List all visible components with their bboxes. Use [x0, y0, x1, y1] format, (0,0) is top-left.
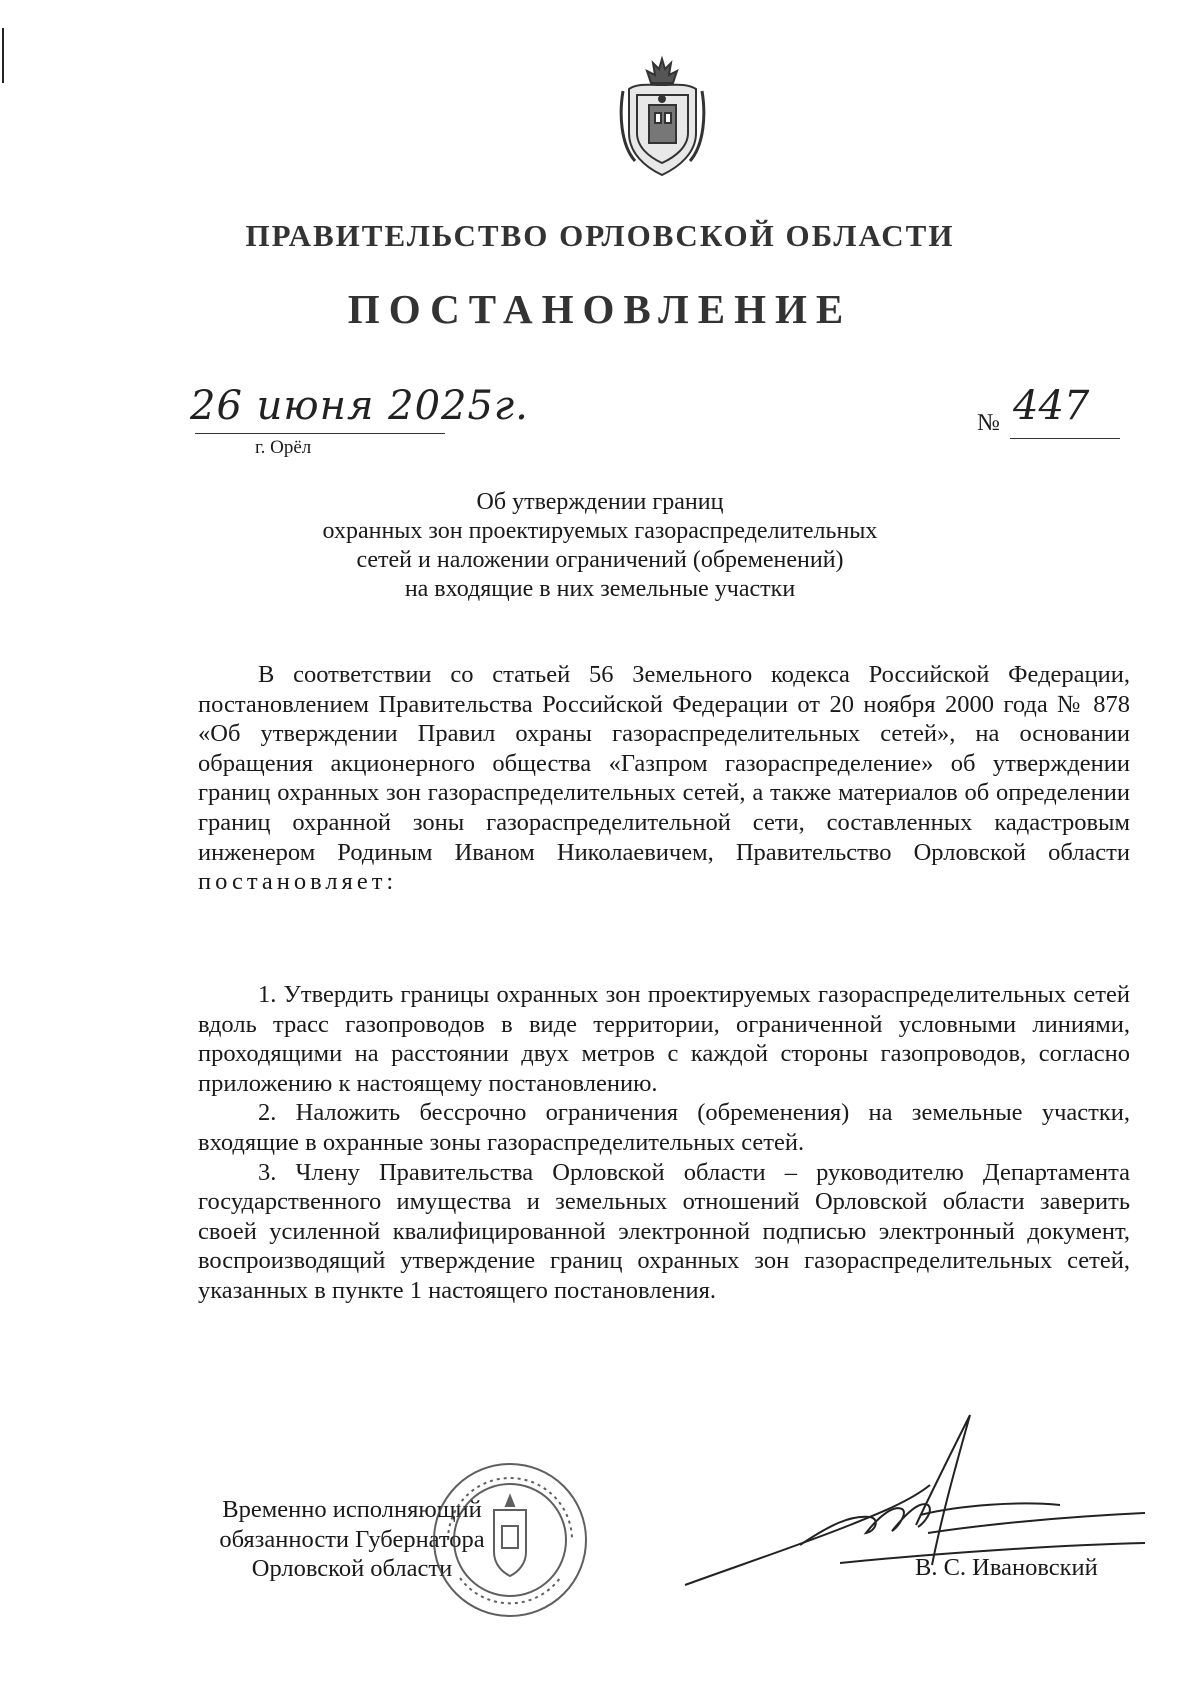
date-underline [195, 433, 445, 434]
decree-word: постановляет: [198, 868, 398, 896]
subject-line: сетей и наложении ограничений (обременений) [356, 547, 844, 573]
handwritten-date: 26 июня 2025г. [190, 383, 529, 429]
preamble-body: В соответствии со статьей 56 Земельного кодекса Российской Федерации, постановлением Правительства Российской Федерации от 20 ноября 2000 года № 878 «Об утверждении Правил охраны газораспределительных сетей», на основании обращения акционерного общества «Газпром газораспределение» об утверждении границ охранных зон газораспределительных сетей, а также материалов об определении границ охранной зоны газораспределительной сети, составленных кадастровым инженером Родиным Иваном Николаевичем, Правительство Орловской области [198, 661, 1130, 866]
scan-edge-mark [2, 28, 4, 83]
organization-title: ПРАВИТЕЛЬСТВО ОРЛОВСКОЙ ОБЛАСТИ [245, 218, 955, 253]
signer-position-line: Временно исполняющий [222, 1496, 482, 1523]
subject-line: Об утверждении границ [476, 489, 724, 515]
subject-line: охранных зон проектируемых газораспределительных [322, 518, 878, 544]
city-label: г. Орёл [255, 437, 312, 458]
signer-position-line: Орловской области [251, 1555, 453, 1583]
official-seal-icon [430, 1460, 590, 1620]
signer-position-line: обязанности Губернатора [219, 1525, 485, 1553]
subject-line: на входящие в них земельные участки [404, 576, 796, 602]
decree-item: 2. Наложить бессрочно ограничения (обременения) на земельные участки, входящие в охранные зоны газораспределительных сетей. [198, 1099, 1130, 1156]
handwritten-number: 447 [1013, 383, 1090, 429]
decree-items [198, 980, 1130, 1306]
document-subject [0, 488, 1200, 604]
decree-item: 1. Утвердить границы охранных зон проектируемых газораспределительных сетей вдоль трасс газопроводов в виде территории, ограниченной условными линиями, проходящими на расстоянии двух метров с каждой стороны газопроводов, согласно приложению к настоящему постановлению. [198, 981, 1130, 1097]
number-underline [1010, 438, 1120, 439]
coat-of-arms-icon [615, 55, 710, 180]
document-type-heading: ПОСТАНОВЛЕНИЕ [347, 286, 853, 332]
signer-name: В. С. Ивановский [915, 1554, 1098, 1581]
preamble-paragraph [198, 660, 1130, 897]
decree-item: 3. Члену Правительства Орловской области – руководителю Департамента государственного имущества и земельных отношений Орловской области заверить своей усиленной квалифицированной электронной подписью электронный документ, воспроизводящий утверждение границ охранных зон газораспределительных сетей, указанных в пункте 1 настоящего постановления. [198, 1158, 1130, 1304]
preamble-text [198, 660, 1130, 897]
number-sign: № [977, 410, 1000, 436]
